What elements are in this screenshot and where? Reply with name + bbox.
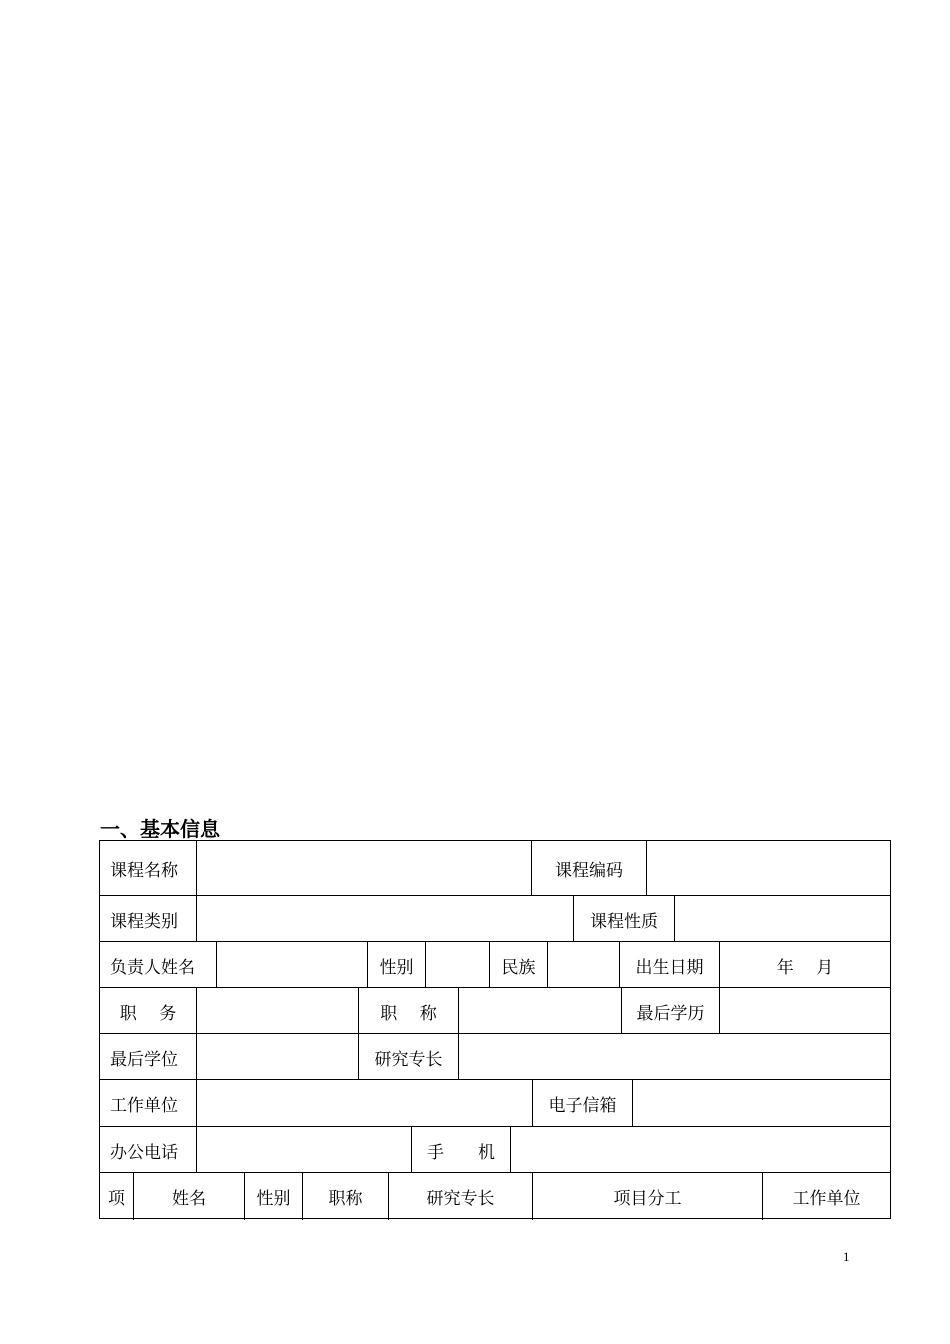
mobile-label: 手 机	[411, 1127, 510, 1173]
degree-label: 最后学位	[110, 1049, 178, 1070]
form-row-phone	[100, 1126, 890, 1173]
specialty-field[interactable]	[458, 1034, 890, 1080]
course-code-label: 课程编码	[531, 841, 646, 895]
course-code-field[interactable]	[646, 841, 890, 895]
form-row-course-category	[100, 895, 890, 942]
course-nature-field[interactable]	[674, 896, 890, 942]
leader-name-field[interactable]	[216, 942, 367, 988]
email-label: 电子信箱	[532, 1080, 632, 1127]
course-name-field[interactable]	[196, 841, 531, 895]
members-col-item: 项	[108, 1189, 125, 1209]
specialty-label: 研究专长	[358, 1034, 458, 1080]
gender-field[interactable]	[425, 942, 489, 988]
form-row-position	[100, 987, 890, 1034]
course-category-field[interactable]	[196, 896, 573, 942]
birth-date-field[interactable]: 年 月	[719, 942, 890, 988]
birth-date-label: 出生日期	[619, 942, 719, 988]
members-header-row	[100, 1172, 890, 1220]
course-name-label: 课程名称	[110, 860, 178, 881]
title-field[interactable]	[458, 988, 621, 1034]
members-col-title: 职称	[302, 1173, 388, 1220]
education-field[interactable]	[719, 988, 890, 1034]
leader-name-label: 负责人姓名	[110, 957, 195, 978]
form-row-course-name	[100, 841, 890, 895]
course-nature-label: 课程性质	[573, 896, 674, 942]
members-col-gender: 性别	[244, 1173, 302, 1220]
section-title: 一、基本信息	[100, 817, 220, 841]
work-unit-field[interactable]	[196, 1080, 532, 1127]
form-row-degree	[100, 1033, 890, 1080]
ethnicity-label: 民族	[489, 942, 547, 988]
form-row-work-unit	[100, 1079, 890, 1127]
work-unit-label: 工作单位	[110, 1096, 178, 1116]
ethnicity-field[interactable]	[547, 942, 619, 988]
page-number: 1	[843, 1249, 850, 1264]
members-col-name: 姓名	[133, 1173, 244, 1220]
office-phone-field[interactable]	[196, 1127, 411, 1173]
members-col-work-unit: 工作单位	[762, 1173, 890, 1220]
office-phone-label: 办公电话	[110, 1142, 178, 1163]
form-row-leader	[100, 941, 890, 988]
education-label: 最后学历	[621, 988, 719, 1034]
basic-info-form	[99, 840, 891, 1219]
members-col-division: 项目分工	[532, 1173, 762, 1220]
course-category-label: 课程类别	[110, 911, 178, 932]
position-field[interactable]	[196, 988, 358, 1034]
title-label: 职 称	[358, 988, 458, 1034]
gender-label: 性别	[367, 942, 425, 988]
degree-field[interactable]	[196, 1034, 358, 1080]
email-field[interactable]	[632, 1080, 890, 1127]
mobile-field[interactable]	[510, 1127, 890, 1173]
position-label: 职 务	[119, 1003, 177, 1024]
members-col-specialty: 研究专长	[388, 1173, 532, 1220]
